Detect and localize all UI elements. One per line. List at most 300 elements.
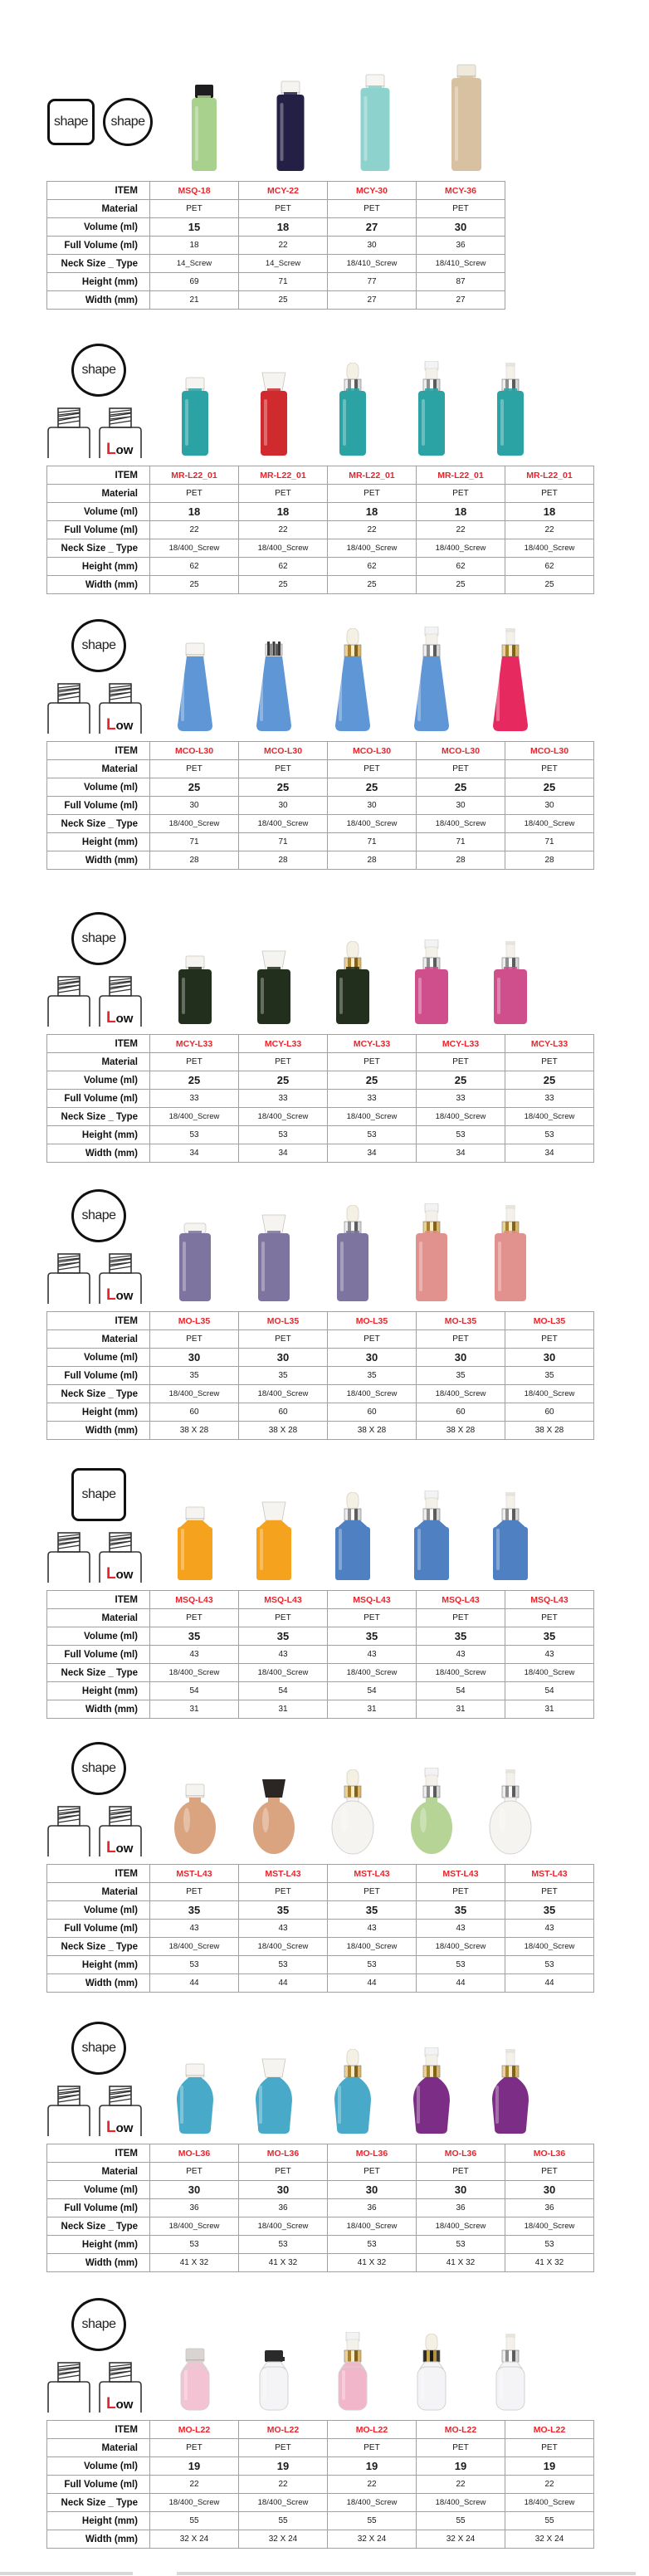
product-bottle-mr-l22_01-2 bbox=[249, 371, 299, 457]
low-label-initial: L bbox=[106, 441, 116, 458]
product-bottle-mo-l35-3 bbox=[328, 1205, 378, 1303]
spec-value-material: PET bbox=[505, 2163, 594, 2181]
item-code: MSQ-L43 bbox=[505, 1591, 594, 1609]
shape-logo-circle: shape bbox=[71, 344, 126, 397]
bottle-image bbox=[407, 361, 456, 457]
shape-logo-circle: shape bbox=[71, 912, 126, 965]
spec-value-full_volume: 22 bbox=[328, 521, 417, 539]
shape-logo-square: shape bbox=[47, 99, 95, 145]
spec-value-height: 53 bbox=[417, 1126, 505, 1144]
spec-value-neck: 14_Screw bbox=[239, 255, 328, 273]
spec-value-neck: 18/400_Screw bbox=[328, 539, 417, 558]
spec-value-height: 62 bbox=[505, 558, 594, 576]
row-label-height: Height (mm) bbox=[47, 1956, 150, 1974]
spec-value-height: 55 bbox=[239, 2512, 328, 2530]
spec-value-full_volume: 22 bbox=[150, 2476, 239, 2494]
spec-table-section-8 bbox=[46, 2144, 594, 2272]
spec-value-volume: 19 bbox=[239, 2457, 328, 2476]
spec-value-height: 54 bbox=[328, 1682, 417, 1700]
spec-value-volume: 18 bbox=[328, 503, 417, 521]
spec-value-full_volume: 43 bbox=[150, 1920, 239, 1938]
row-label-code: ITEM bbox=[47, 1312, 150, 1330]
spec-value-volume: 25 bbox=[239, 778, 328, 797]
row-label-full_volume: Full Volume (ml) bbox=[47, 1646, 150, 1664]
spec-value-neck: 18/400_Screw bbox=[328, 2217, 417, 2236]
spec-value-material: PET bbox=[505, 760, 594, 778]
item-code: MCY-L33 bbox=[328, 1035, 417, 1053]
product-bottle-mo-l36-4 bbox=[407, 2047, 456, 2135]
spec-value-width: 44 bbox=[328, 1974, 417, 1993]
row-label-height: Height (mm) bbox=[47, 2236, 150, 2254]
bottle-image bbox=[328, 2332, 378, 2412]
spec-value-height: 54 bbox=[150, 1682, 239, 1700]
spec-value-width: 34 bbox=[239, 1144, 328, 1163]
low-label-rest: ow bbox=[115, 1289, 134, 1303]
spec-value-material: PET bbox=[417, 1883, 505, 1901]
spec-value-full_volume: 36 bbox=[417, 2199, 505, 2217]
shape-logo-circle: shape bbox=[71, 1189, 126, 1242]
spec-value-height: 71 bbox=[239, 273, 328, 291]
item-code: MSQ-L43 bbox=[328, 1591, 417, 1609]
spec-value-height: 71 bbox=[239, 833, 328, 851]
spec-value-full_volume: 30 bbox=[239, 797, 328, 815]
spec-value-neck: 18/400_Screw bbox=[417, 1664, 505, 1682]
row-label-width: Width (mm) bbox=[47, 2530, 150, 2549]
spec-value-width: 34 bbox=[328, 1144, 417, 1163]
low-label-rest: ow bbox=[115, 719, 134, 733]
spec-value-height: 71 bbox=[150, 833, 239, 851]
product-bottle-mo-l35-5 bbox=[486, 1205, 535, 1303]
spec-value-volume: 25 bbox=[150, 778, 239, 797]
spec-value-volume: 35 bbox=[417, 1901, 505, 1920]
spec-value-neck: 18/400_Screw bbox=[239, 539, 328, 558]
spec-value-volume: 25 bbox=[328, 1071, 417, 1090]
spec-value-volume: 25 bbox=[417, 1071, 505, 1090]
shape-logo-square: shape bbox=[71, 1468, 126, 1521]
row-label-width: Width (mm) bbox=[47, 1974, 150, 1993]
spec-value-volume: 30 bbox=[150, 2181, 239, 2199]
spec-value-volume: 27 bbox=[328, 218, 417, 237]
spec-table-section-7 bbox=[46, 1864, 594, 1993]
spec-value-material: PET bbox=[239, 1883, 328, 1901]
bottle-image bbox=[170, 1222, 220, 1303]
spec-value-width: 32 X 24 bbox=[239, 2530, 328, 2549]
neck-drawing-plain bbox=[45, 1530, 93, 1588]
item-code: MO-L36 bbox=[239, 2144, 328, 2163]
product-bottle-mo-l22-2 bbox=[249, 2349, 299, 2412]
spec-value-volume: 35 bbox=[417, 1627, 505, 1646]
low-label-rest: ow bbox=[115, 2398, 134, 2412]
spec-value-material: PET bbox=[239, 1609, 328, 1627]
row-label-volume: Volume (ml) bbox=[47, 1349, 150, 1367]
spec-value-neck: 18/400_Screw bbox=[239, 815, 328, 833]
bottle-image bbox=[170, 1505, 220, 1582]
spec-value-full_volume: 18 bbox=[150, 237, 239, 255]
spec-value-neck: 18/400_Screw bbox=[505, 815, 594, 833]
bottle-image bbox=[486, 2049, 535, 2135]
spec-value-full_volume: 33 bbox=[505, 1090, 594, 1108]
spec-table-section-9 bbox=[46, 2420, 594, 2549]
spec-value-height: 53 bbox=[150, 1956, 239, 1974]
row-label-width: Width (mm) bbox=[47, 576, 150, 594]
spec-value-width: 41 X 32 bbox=[150, 2254, 239, 2272]
row-label-code: ITEM bbox=[47, 2421, 150, 2439]
spec-value-material: PET bbox=[150, 2163, 239, 2181]
spec-value-full_volume: 43 bbox=[417, 1646, 505, 1664]
item-code: MST-L43 bbox=[328, 1865, 417, 1883]
product-bottle-mr-l22_01-5 bbox=[486, 363, 535, 457]
row-label-material: Material bbox=[47, 1883, 150, 1901]
product-bottle-mcy-l33-1 bbox=[170, 954, 220, 1026]
item-code: MCY-L33 bbox=[239, 1035, 328, 1053]
spec-value-volume: 30 bbox=[239, 2181, 328, 2199]
spec-value-neck: 18/400_Screw bbox=[328, 1938, 417, 1956]
item-code: MCO-L30 bbox=[150, 742, 239, 760]
spec-value-height: 71 bbox=[417, 833, 505, 851]
row-label-neck: Neck Size _ Type bbox=[47, 815, 150, 833]
spec-value-width: 27 bbox=[328, 291, 417, 310]
spec-value-height: 62 bbox=[150, 558, 239, 576]
product-bottle-mco-l30-2 bbox=[249, 642, 299, 733]
spec-value-neck: 18/400_Screw bbox=[328, 1108, 417, 1126]
row-label-height: Height (mm) bbox=[47, 1682, 150, 1700]
item-code: MCY-30 bbox=[328, 182, 417, 200]
spec-value-height: 53 bbox=[239, 1126, 328, 1144]
row-label-height: Height (mm) bbox=[47, 273, 150, 291]
item-code: MST-L43 bbox=[150, 1865, 239, 1883]
spec-value-width: 28 bbox=[150, 851, 239, 870]
spec-value-neck: 18/400_Screw bbox=[417, 1108, 505, 1126]
product-bottle-mco-l30-4 bbox=[407, 627, 456, 733]
spec-value-neck: 18/400_Screw bbox=[239, 1385, 328, 1403]
row-label-full_volume: Full Volume (ml) bbox=[47, 1367, 150, 1385]
bottle-image bbox=[486, 2334, 535, 2412]
row-label-height: Height (mm) bbox=[47, 558, 150, 576]
spec-value-neck: 18/400_Screw bbox=[505, 2217, 594, 2236]
item-code: MCY-L33 bbox=[150, 1035, 239, 1053]
neck-drawing-plain bbox=[45, 1804, 93, 1861]
spec-table-section-5 bbox=[46, 1311, 594, 1440]
spec-value-material: PET bbox=[328, 485, 417, 503]
low-neck-label bbox=[106, 1009, 133, 1027]
row-label-volume: Volume (ml) bbox=[47, 2457, 150, 2476]
product-bottle-mo-l22-5 bbox=[486, 2334, 535, 2412]
spec-value-material: PET bbox=[328, 1330, 417, 1349]
spec-value-material: PET bbox=[417, 1609, 505, 1627]
row-label-width: Width (mm) bbox=[47, 1144, 150, 1163]
product-bottle-mco-l30-1 bbox=[170, 642, 220, 733]
spec-value-material: PET bbox=[239, 2163, 328, 2181]
product-bottle-msq-l43-4 bbox=[407, 1490, 456, 1582]
low-neck-label bbox=[106, 2395, 133, 2413]
spec-value-width: 27 bbox=[417, 291, 505, 310]
spec-value-volume: 19 bbox=[505, 2457, 594, 2476]
spec-value-full_volume: 43 bbox=[150, 1646, 239, 1664]
bottle-image bbox=[407, 1203, 456, 1303]
spec-value-volume: 18 bbox=[150, 503, 239, 521]
spec-value-material: PET bbox=[417, 2163, 505, 2181]
product-bottle-msq-l43-5 bbox=[486, 1492, 535, 1582]
spec-value-neck: 18/400_Screw bbox=[505, 1108, 594, 1126]
product-bottle-mr-l22_01-4 bbox=[407, 361, 456, 457]
spec-value-neck: 18/400_Screw bbox=[239, 1938, 328, 1956]
spec-value-width: 28 bbox=[239, 851, 328, 870]
spec-value-full_volume: 36 bbox=[505, 2199, 594, 2217]
spec-value-material: PET bbox=[328, 1609, 417, 1627]
bottle-image bbox=[170, 2062, 220, 2135]
product-bottle-mo-l35-2 bbox=[249, 1213, 299, 1303]
spec-value-width: 25 bbox=[328, 576, 417, 594]
spec-value-neck: 18/400_Screw bbox=[150, 1108, 239, 1126]
low-label-initial: L bbox=[106, 716, 116, 734]
spec-value-width: 25 bbox=[239, 291, 328, 310]
spec-value-width: 41 X 32 bbox=[417, 2254, 505, 2272]
spec-value-full_volume: 36 bbox=[328, 2199, 417, 2217]
spec-value-width: 32 X 24 bbox=[150, 2530, 239, 2549]
spec-value-neck: 18/400_Screw bbox=[239, 2494, 328, 2512]
shape-logo-circle: shape bbox=[71, 619, 126, 672]
spec-value-width: 31 bbox=[417, 1700, 505, 1719]
bottle-image bbox=[328, 941, 378, 1026]
bottle-image bbox=[170, 1783, 220, 1856]
spec-value-full_volume: 33 bbox=[328, 1090, 417, 1108]
item-code: MO-L36 bbox=[328, 2144, 417, 2163]
spec-value-material: PET bbox=[505, 1330, 594, 1349]
spec-value-width: 41 X 32 bbox=[239, 2254, 328, 2272]
item-code: MR-L22_01 bbox=[417, 466, 505, 485]
spec-value-material: PET bbox=[239, 1330, 328, 1349]
spec-value-material: PET bbox=[150, 1330, 239, 1349]
spec-table-section-3 bbox=[46, 741, 594, 870]
product-bottle-mo-l36-5 bbox=[486, 2049, 535, 2135]
spec-value-neck: 18/400_Screw bbox=[417, 539, 505, 558]
product-bottle-mst-l43-3 bbox=[328, 1769, 378, 1856]
spec-value-volume: 35 bbox=[328, 1901, 417, 1920]
row-label-material: Material bbox=[47, 760, 150, 778]
spec-value-neck: 18/400_Screw bbox=[505, 539, 594, 558]
spec-value-height: 55 bbox=[417, 2512, 505, 2530]
item-code: MO-L22 bbox=[150, 2421, 239, 2439]
item-code: MO-L36 bbox=[150, 2144, 239, 2163]
spec-value-volume: 19 bbox=[328, 2457, 417, 2476]
product-bottle-mcy-36-4 bbox=[442, 63, 491, 173]
item-code: MSQ-L43 bbox=[417, 1591, 505, 1609]
product-bottle-mo-l35-4 bbox=[407, 1203, 456, 1303]
spec-value-height: 53 bbox=[328, 1126, 417, 1144]
bottle-image bbox=[249, 642, 299, 733]
spec-value-neck: 18/400_Screw bbox=[505, 1664, 594, 1682]
spec-value-height: 71 bbox=[505, 833, 594, 851]
row-label-width: Width (mm) bbox=[47, 2254, 150, 2272]
bottle-neck-drawing bbox=[45, 681, 93, 734]
spec-value-volume: 30 bbox=[239, 1349, 328, 1367]
spec-value-volume: 30 bbox=[328, 1349, 417, 1367]
spec-table-section-4 bbox=[46, 1034, 594, 1163]
item-code: MO-L36 bbox=[417, 2144, 505, 2163]
low-label-initial: L bbox=[106, 1286, 116, 1304]
spec-value-neck: 18/410_Screw bbox=[417, 255, 505, 273]
row-label-code: ITEM bbox=[47, 1035, 150, 1053]
spec-value-width: 34 bbox=[417, 1144, 505, 1163]
spec-value-height: 69 bbox=[150, 273, 239, 291]
row-label-code: ITEM bbox=[47, 182, 150, 200]
spec-value-volume: 25 bbox=[505, 1071, 594, 1090]
spec-value-height: 55 bbox=[328, 2512, 417, 2530]
spec-value-material: PET bbox=[328, 1053, 417, 1071]
spec-value-material: PET bbox=[505, 1609, 594, 1627]
item-code: MCY-22 bbox=[239, 182, 328, 200]
spec-value-neck: 18/400_Screw bbox=[505, 1938, 594, 1956]
spec-value-height: 71 bbox=[328, 833, 417, 851]
low-label-rest: ow bbox=[115, 443, 134, 457]
spec-value-height: 53 bbox=[328, 2236, 417, 2254]
spec-value-height: 60 bbox=[239, 1403, 328, 1422]
spec-value-material: PET bbox=[505, 1053, 594, 1071]
bottle-image bbox=[249, 2057, 299, 2135]
spec-value-width: 31 bbox=[328, 1700, 417, 1719]
product-bottle-msq-l43-1 bbox=[170, 1505, 220, 1582]
spec-value-volume: 25 bbox=[328, 778, 417, 797]
spec-value-width: 44 bbox=[417, 1974, 505, 1993]
spec-value-neck: 18/400_Screw bbox=[417, 1938, 505, 1956]
spec-value-width: 25 bbox=[239, 576, 328, 594]
low-neck-label bbox=[106, 1839, 133, 1857]
product-bottle-mr-l22_01-3 bbox=[328, 363, 378, 457]
spec-value-full_volume: 22 bbox=[417, 521, 505, 539]
bottle-neck-drawing bbox=[45, 974, 93, 1027]
spec-value-full_volume: 43 bbox=[328, 1920, 417, 1938]
product-bottle-mst-l43-5 bbox=[486, 1769, 535, 1856]
spec-value-height: 53 bbox=[417, 2236, 505, 2254]
spec-value-material: PET bbox=[150, 1609, 239, 1627]
row-label-neck: Neck Size _ Type bbox=[47, 539, 150, 558]
spec-value-full_volume: 35 bbox=[505, 1367, 594, 1385]
item-code: MO-L36 bbox=[505, 2144, 594, 2163]
spec-value-material: PET bbox=[239, 485, 328, 503]
spec-value-full_volume: 35 bbox=[239, 1367, 328, 1385]
spec-value-full_volume: 30 bbox=[417, 797, 505, 815]
bottle-image bbox=[328, 2049, 378, 2135]
spec-value-height: 53 bbox=[505, 1126, 594, 1144]
low-label-initial: L bbox=[106, 2395, 116, 2413]
bottle-image bbox=[486, 1769, 535, 1856]
row-label-volume: Volume (ml) bbox=[47, 218, 150, 237]
spec-value-height: 60 bbox=[505, 1403, 594, 1422]
bottle-image bbox=[249, 371, 299, 457]
spec-value-material: PET bbox=[150, 2439, 239, 2457]
spec-value-volume: 35 bbox=[150, 1627, 239, 1646]
row-label-volume: Volume (ml) bbox=[47, 1627, 150, 1646]
spec-value-height: 53 bbox=[505, 2236, 594, 2254]
row-label-height: Height (mm) bbox=[47, 1126, 150, 1144]
product-bottle-mcy-l33-2 bbox=[249, 949, 299, 1026]
spec-value-height: 55 bbox=[505, 2512, 594, 2530]
neck-drawing-plain bbox=[45, 974, 93, 1032]
spec-value-full_volume: 36 bbox=[239, 2199, 328, 2217]
spec-value-width: 34 bbox=[150, 1144, 239, 1163]
spec-value-material: PET bbox=[328, 1883, 417, 1901]
bottle-image bbox=[170, 2347, 220, 2412]
row-label-neck: Neck Size _ Type bbox=[47, 255, 150, 273]
spec-value-width: 31 bbox=[239, 1700, 328, 1719]
spec-value-neck: 18/400_Screw bbox=[417, 2217, 505, 2236]
item-code: MCO-L30 bbox=[417, 742, 505, 760]
bottle-image bbox=[486, 1205, 535, 1303]
spec-value-full_volume: 33 bbox=[417, 1090, 505, 1108]
row-label-full_volume: Full Volume (ml) bbox=[47, 1090, 150, 1108]
spec-table-section-2 bbox=[46, 466, 594, 594]
row-label-material: Material bbox=[47, 2163, 150, 2181]
bottle-image bbox=[249, 2349, 299, 2412]
row-label-neck: Neck Size _ Type bbox=[47, 2494, 150, 2512]
spec-value-neck: 18/400_Screw bbox=[150, 2217, 239, 2236]
spec-value-volume: 30 bbox=[505, 2181, 594, 2199]
bottle-image bbox=[486, 1492, 535, 1582]
row-label-code: ITEM bbox=[47, 742, 150, 760]
product-bottle-mo-l36-1 bbox=[170, 2062, 220, 2135]
bottle-image bbox=[328, 363, 378, 457]
spec-value-material: PET bbox=[328, 2439, 417, 2457]
neck-drawing-plain bbox=[45, 1251, 93, 1309]
bottle-neck-drawing bbox=[45, 2084, 93, 2137]
spec-value-width: 28 bbox=[328, 851, 417, 870]
spec-value-material: PET bbox=[417, 1330, 505, 1349]
spec-value-material: PET bbox=[417, 485, 505, 503]
spec-value-height: 53 bbox=[328, 1956, 417, 1974]
bottle-image bbox=[328, 1492, 378, 1582]
item-code: MR-L22_01 bbox=[505, 466, 594, 485]
product-bottle-mo-l35-1 bbox=[170, 1222, 220, 1303]
spec-value-width: 41 X 32 bbox=[505, 2254, 594, 2272]
spec-value-full_volume: 43 bbox=[505, 1920, 594, 1938]
row-label-neck: Neck Size _ Type bbox=[47, 1385, 150, 1403]
item-code: MO-L22 bbox=[328, 2421, 417, 2439]
spec-value-height: 62 bbox=[417, 558, 505, 576]
product-bottle-mcy-22-2 bbox=[266, 80, 315, 173]
spec-value-volume: 35 bbox=[150, 1901, 239, 1920]
spec-value-material: PET bbox=[505, 2439, 594, 2457]
spec-value-width: 25 bbox=[505, 576, 594, 594]
bottle-image bbox=[407, 2047, 456, 2135]
spec-value-volume: 35 bbox=[239, 1627, 328, 1646]
spec-value-width: 32 X 24 bbox=[417, 2530, 505, 2549]
bottle-image bbox=[350, 73, 400, 173]
low-neck-label bbox=[106, 716, 133, 734]
bottle-image bbox=[249, 949, 299, 1026]
spec-value-full_volume: 43 bbox=[328, 1646, 417, 1664]
spec-value-neck: 18/400_Screw bbox=[150, 539, 239, 558]
spec-value-material: PET bbox=[239, 760, 328, 778]
product-bottle-msq-18-1 bbox=[179, 83, 229, 173]
item-code: MO-L22 bbox=[505, 2421, 594, 2439]
spec-value-volume: 35 bbox=[505, 1627, 594, 1646]
bottle-image bbox=[486, 363, 535, 457]
spec-value-material: PET bbox=[239, 2439, 328, 2457]
spec-value-material: PET bbox=[328, 200, 417, 218]
spec-value-neck: 18/400_Screw bbox=[328, 2494, 417, 2512]
spec-value-material: PET bbox=[417, 2439, 505, 2457]
neck-drawing-plain bbox=[45, 406, 93, 463]
spec-value-neck: 18/400_Screw bbox=[150, 1664, 239, 1682]
spec-value-height: 53 bbox=[417, 1956, 505, 1974]
bottle-image bbox=[179, 83, 229, 173]
spec-value-width: 25 bbox=[417, 576, 505, 594]
item-code: MST-L43 bbox=[239, 1865, 328, 1883]
product-bottle-msq-l43-3 bbox=[328, 1492, 378, 1582]
bottle-image bbox=[486, 628, 535, 733]
spec-value-height: 62 bbox=[328, 558, 417, 576]
row-label-full_volume: Full Volume (ml) bbox=[47, 237, 150, 255]
